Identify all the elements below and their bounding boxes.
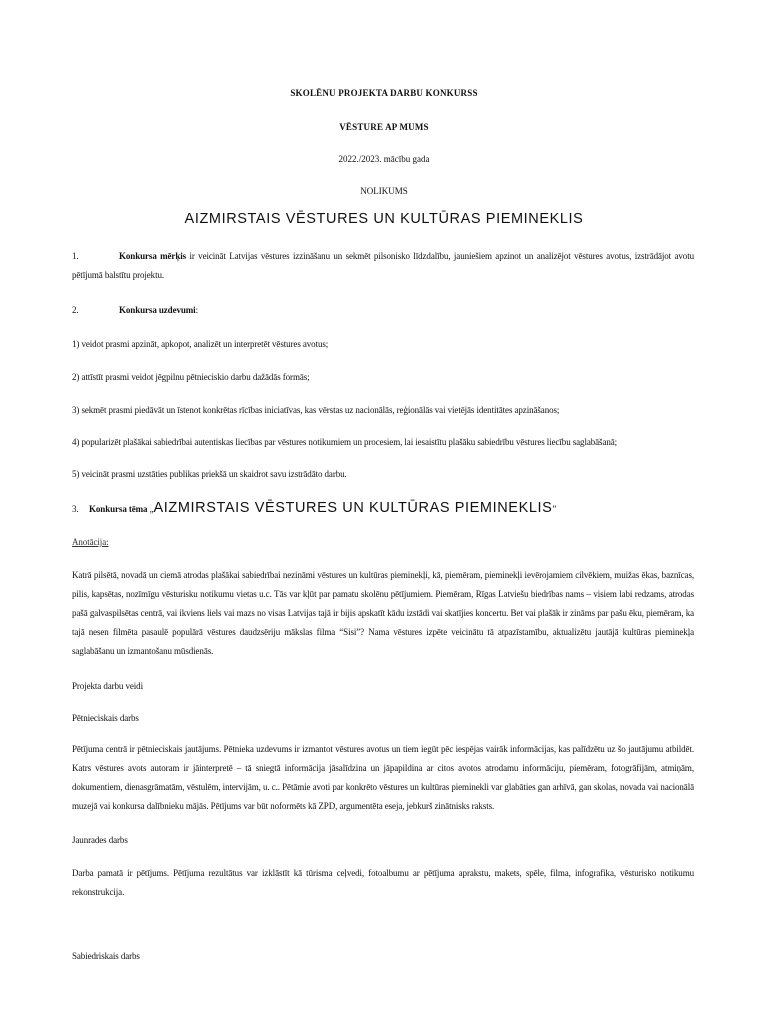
section-1 bbox=[72, 247, 694, 285]
section-1-number: 1. bbox=[72, 251, 79, 261]
section-1-label: Konkursa mērķis bbox=[119, 251, 187, 261]
social-work-heading: Sabiedriskais darbs bbox=[72, 951, 140, 961]
school-year: 2022./2023. mācību gada bbox=[338, 154, 430, 164]
section-3-label: Konkursa tēma bbox=[89, 504, 148, 514]
project-types-heading: Projekta darbu veidi bbox=[72, 681, 143, 691]
creative-work-text: Darba pamatā ir pētījums. Pētījuma rezultātus var izklāstīt kā tūrisma ceļvedi, fotoalbumu ar pētījuma aprakstu, makets, spēle, filma, infografika, vēsturisko notikumu rekonstrukcija. bbox=[72, 868, 694, 897]
main-title: AIZMIRSTAIS VĒSTURES UN KULTŪRAS PIEMINEKLIS bbox=[184, 211, 584, 227]
quote-open: „ bbox=[147, 504, 154, 514]
creative-work-heading: Jaunrades darbs bbox=[72, 835, 128, 845]
task-item-4: 4) popularizēt plašākai sabiedrībai autentiskas liecības par vēstures notikumiem un procesiem, lai iesaistītu plašāku sabiedrību vēstures liecību saglabāšanā; bbox=[72, 437, 618, 447]
annotation-heading-text: Anotācija: bbox=[72, 537, 109, 547]
research-work-text: Pētījuma centrā ir pētnieciskais jautājums. Pētnieka uzdevums ir izmantot vēstures avotus un tiem iegūt pēc iespējas vairāk informācijas, kas palīdzētu uz šo jautājumu atbildēt. Katrs vēstures avots autoram ir jāinterpretē – tā sniegtā informācija jāsalīdzina un jāpapildina ar citos avotos atrodamu informāciju, piemēram, fotogrāfijām, atmiņām, dokumentiem, dienasgrāmatām, vēstulēm, intervijām, u. c.. Pētāmie avoti par konkrēto vēstures un kultūras pieminekli var glabāties gan arhīvā, gan skolas, novada vai nacionālā muzejā vai konkursa dalībnieku mājās. Pētījums var būt noformēts kā ZPD, argumentēta eseja, jebkurš zinātnisks raksts. bbox=[72, 744, 694, 811]
section-1-text: ir veicināt Latvijas vēstures izzināšanu un sekmēt pilsonisko līdzdalību, jauniešiem apzinot un analizējot vēstures avotus, izstrādājot avotu pētījumā balstītu projektu. bbox=[72, 251, 694, 280]
section-2-label: Konkursa uzdevumi bbox=[119, 305, 196, 315]
contest-subtitle: VĒSTURE AP MUMS bbox=[339, 122, 429, 132]
quote-close: ” bbox=[552, 504, 557, 514]
task-item-2: 2) attīstīt prasmi veidot jēgpilnu pētnieciskio darbu dažādās formās; bbox=[72, 372, 310, 382]
nolikums-heading: NOLIKUMS bbox=[360, 186, 408, 196]
section-2-number: 2. bbox=[72, 305, 79, 315]
task-item-5: 5) veicināt prasmi uzstāties publikas priekšā un skaidrot savu izstrādāto darbu. bbox=[72, 469, 347, 479]
research-work-heading: Pētnieciskais darbs bbox=[72, 713, 139, 723]
annotation-text: Katrā pilsētā, novadā un ciemā atrodas plašākai sabiedrībai nezināmi vēstures un kultūras pieminekļi, kā, piemēram, pieminekļi ievērojamiem cilvēkiem, muižas ēkas, baznīcas, pilis, kapsētas, nozīmīgu vēsturisku notikumu vietas u.c. Tās var kļūt par pamatu skolēnu pētījumiem. Piemēram, Rīgas Latviešu biedrības nams – visiem labi redzams, atrodas pašā galvaspilsētas centrā, vai ikviens liels vai mazs no visas Latvijas tajā ir bijis apskatīt kādu izstādi vai skatījies koncertu. Bet vai plašāk ir zināms par pašu ēku, piemēram, ka tajā nesen filmēta pasaulē populārā vēstures daudzsēriju mākslas filma “Sisi”? Nama vēstures izpēte veicinātu tā atpazīstamību, aktualizētu jautājā kultūras pieminekļa saglabāšanu un izmantošanu mūsdienās. bbox=[72, 570, 694, 656]
section-2-heading bbox=[72, 301, 694, 320]
contest-title: SKOLĒNU PROJEKTA DARBU KONKURSS bbox=[290, 88, 478, 98]
annotation-heading bbox=[72, 533, 694, 552]
section-3-heading bbox=[72, 497, 694, 520]
section-2-suffix: : bbox=[195, 305, 198, 315]
task-item-1: 1) veidot prasmi apzināt, apkopot, analizēt un interpretēt vēstures avotus; bbox=[72, 339, 329, 349]
section-3-title: AIZMIRSTAIS VĒSTURES UN KULTŪRAS PIEMINEKLIS bbox=[153, 500, 553, 516]
section-3-number: 3. bbox=[72, 504, 79, 514]
task-item-3: 3) sekmēt prasmi piedāvāt un īstenot konkrētas rīcības iniciatīvas, kas vērstas uz nacionālās, reģionālās vai vietējās identitātes apzināšanos; bbox=[72, 405, 560, 415]
